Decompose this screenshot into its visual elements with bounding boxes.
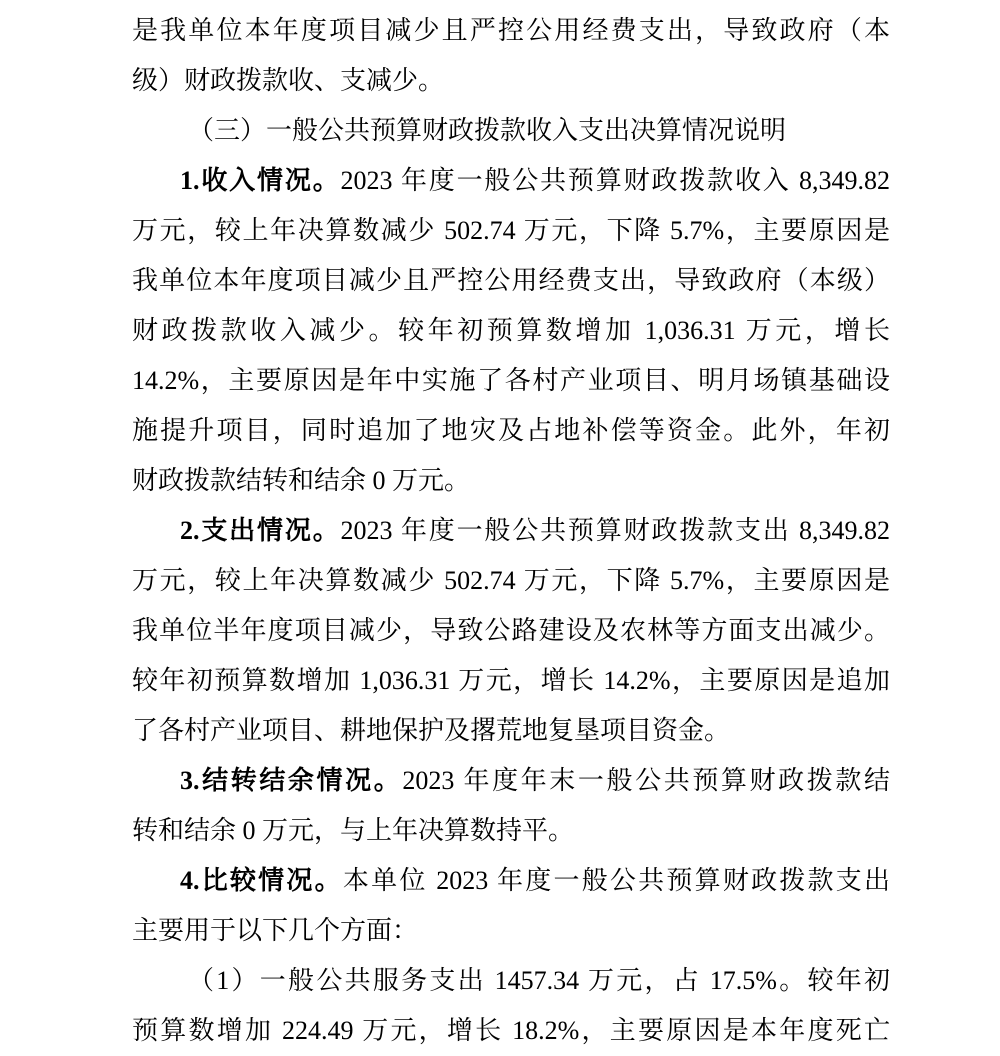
paragraph-number-label: 3.结转结余情况。 [180,766,403,795]
section-heading [132,106,890,156]
document-text-block [132,6,890,1056]
text-run: 了各村产业项目、耕地保护及撂荒地复垦项目资金。 [132,716,731,745]
paragraph-lead-line [132,856,890,906]
text-run: 施提升项目，同时追加了地灾及占地补偿等资金。此外，年初 [132,416,890,445]
paragraph-lead-line [132,756,890,806]
text-run: 主要用于以下几个方面： [132,916,419,945]
paragraph-line [132,456,890,506]
paragraph-line [132,706,890,756]
text-run: 较年初预算数增加 1,036.31 万元，增长 14.2%，主要原因是追加 [132,666,890,695]
paragraph-line [132,206,890,256]
paragraph-continuation-line [132,6,890,56]
text-run: 我单位本年度项目减少且严控公用经费支出，导致政府（本级） [132,266,890,295]
text-run: 财政拨款结转和结余 0 万元。 [132,466,471,495]
text-run: （1）一般公共服务支出 1457.34 万元，占 17.5%。较年初 [188,966,890,995]
paragraph-line [132,956,890,1006]
paragraph-line [132,906,890,956]
text-run: 预算数增加 224.49 万元，增长 18.2%，主要原因是本年度死亡 [132,1016,890,1045]
text-run: 本单位 2023 年度一般公共预算财政拨款支出 [342,866,890,895]
text-run: 14.2%，主要原因是年中实施了各村产业项目、明月场镇基础设 [132,366,890,395]
paragraph-number-label: 1.收入情况。 [180,166,341,195]
text-run: 万元，较上年决算数减少 502.74 万元，下降 5.7%，主要原因是 [132,566,890,595]
paragraph-line [132,556,890,606]
text-run: 2023 年度一般公共预算财政拨款收入 8,349.82 [340,166,890,195]
text-run: 我单位半年度项目减少，导致公路建设及农林等方面支出减少。 [132,616,890,645]
text-run: 2023 年度年末一般公共预算财政拨款结 [402,766,890,795]
paragraph-line [132,606,890,656]
paragraph-lead-line [132,156,890,206]
paragraph-line [132,356,890,406]
paragraph-line [132,406,890,456]
text-run: 级）财政拨款收、支减少。 [132,66,445,95]
paragraph-line [132,656,890,706]
text-run: 2023 年度一般公共预算财政拨款支出 8,349.82 [340,516,890,545]
text-run: 转和结余 0 万元，与上年决算数持平。 [132,816,575,845]
text-run: 万元，较上年决算数减少 502.74 万元，下降 5.7%，主要原因是 [132,216,890,245]
paragraph-continuation-line [132,56,890,106]
paragraph-line [132,256,890,306]
text-run: 财政拨款收入减少。较年初预算数增加 1,036.31 万元，增长 [132,316,890,345]
text-run: 是我单位本年度项目减少且严控公用经费支出，导致政府（本 [132,16,890,45]
paragraph-line [132,806,890,856]
paragraph-number-label: 4.比较情况。 [180,866,343,895]
paragraph-number-label: 2.支出情况。 [180,516,341,545]
text-run: （三）一般公共预算财政拨款收入支出决算情况说明 [188,116,787,145]
paragraph-lead-line [132,506,890,556]
paragraph-line [132,306,890,356]
paragraph-line [132,1006,890,1056]
